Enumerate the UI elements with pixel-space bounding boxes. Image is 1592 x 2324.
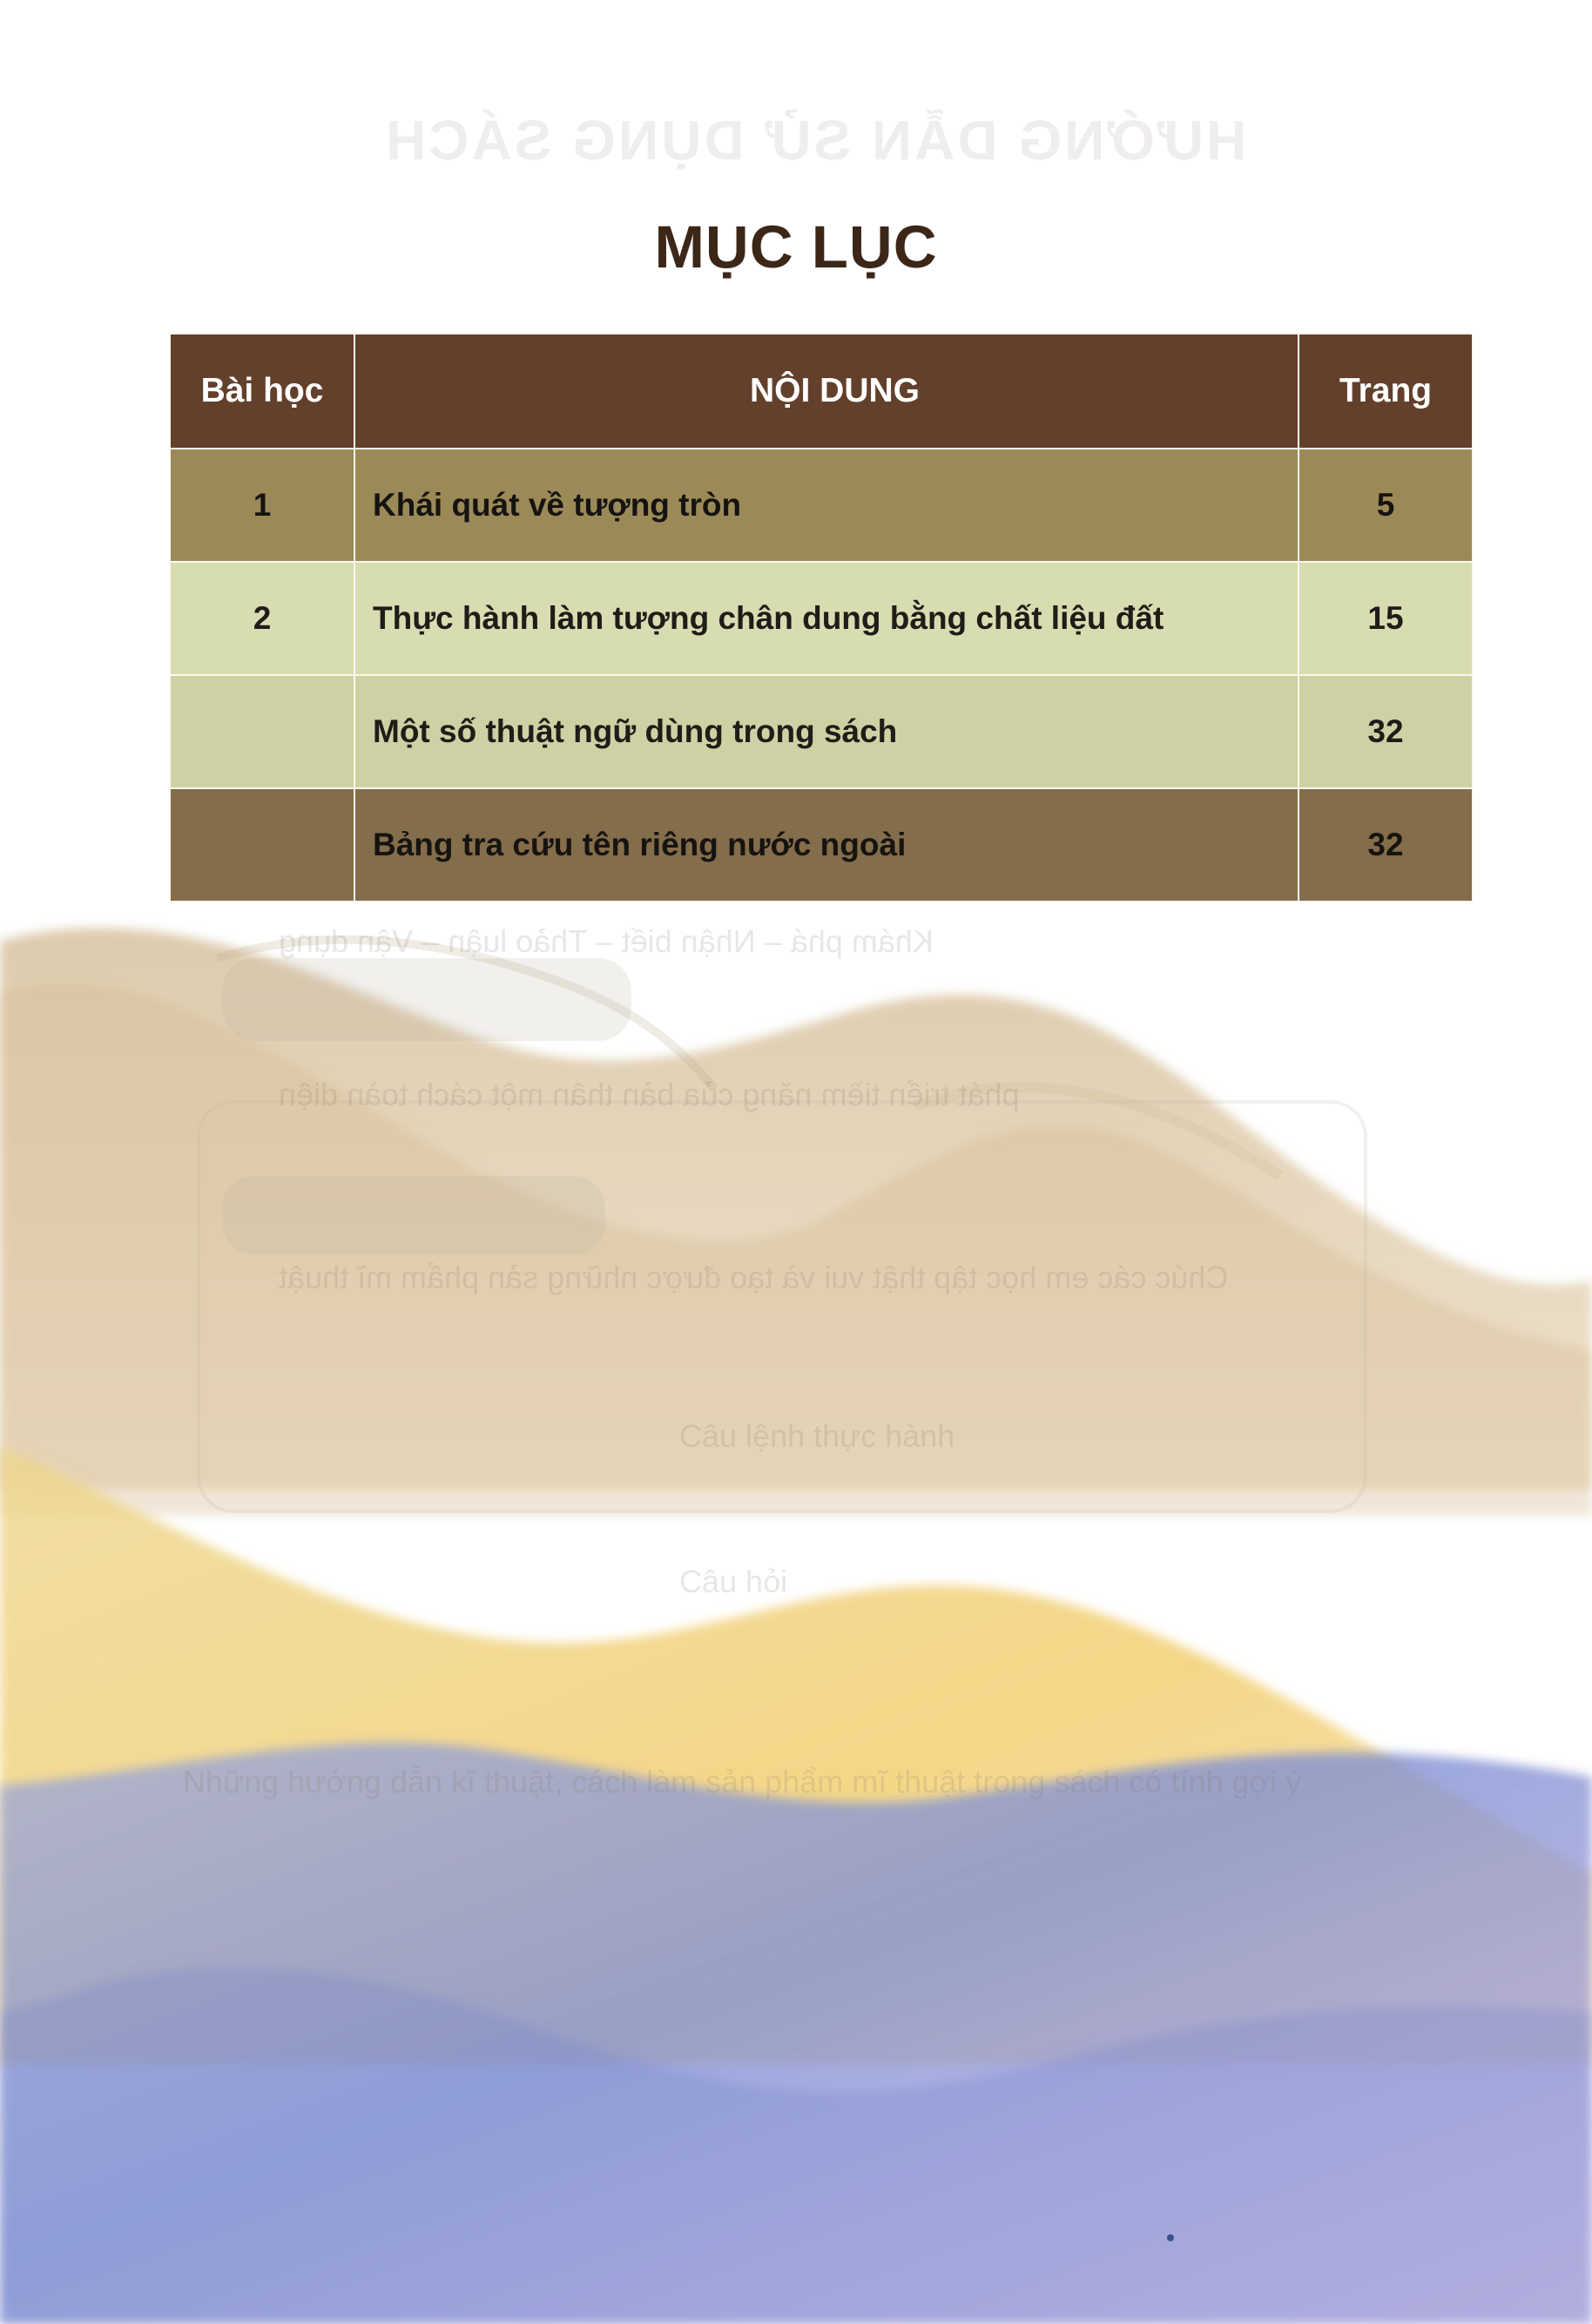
document-page: HƯỚNG DẪN SỬ DỤNG SÁCH Khám phá – Nhận biết – Thảo luận – Vận dụng phát triển tiềm năng của bản thân một cách toàn diện Chúc các em học tập thật vui và tạo được những sản phẩm mĩ thuật Câu lệnh thực hành Câu hỏi Những hướng dẫn kĩ thuật, cách làm sản phẩm mĩ thuật trong sách có tính gợi ý MỤC LỤC Bài học NỘI DUNG Trang 1 Khái quát về tượng tròn 5 2 Thực hành làm tượng chân dung bằng chất liệu đất 15 Một số thuật ngữ dùng trong sách 32 Bảng tra cứu tên riêng nước ngoài 32 [0, 0, 1592, 2324]
toc-header [170, 334, 1473, 449]
lesson-title: Khái quát về tượng tròn [354, 449, 1299, 562]
toc-row [170, 788, 1473, 902]
page-title: MỤC LỤC [654, 213, 938, 280]
paint-speck [1167, 2234, 1174, 2241]
toc-row [170, 449, 1473, 562]
toc-header-row [170, 334, 1473, 449]
lesson-title: Bảng tra cứu tên riêng nước ngoài [354, 788, 1299, 902]
page-number: 5 [1299, 449, 1473, 562]
toc-body [170, 449, 1473, 902]
page-number: 15 [1299, 562, 1473, 675]
lesson-number: 1 [170, 449, 354, 562]
page-number: 32 [1299, 788, 1473, 902]
content-column-header: NỘI DUNG [354, 334, 1299, 449]
lesson-number [170, 675, 354, 788]
table-of-contents [169, 333, 1474, 902]
toc-row [170, 675, 1473, 788]
lesson-title: Một số thuật ngữ dùng trong sách [354, 675, 1299, 788]
page-number: 32 [1299, 675, 1473, 788]
lesson-column-header: Bài học [170, 334, 354, 449]
bleedthrough-heading: HƯỚNG DẪN SỬ DỤNG SÁCH [383, 109, 1247, 172]
lesson-title: Thực hành làm tượng chân dung bằng chất liệu đất [354, 562, 1299, 675]
lesson-number: 2 [170, 562, 354, 675]
lesson-number [170, 788, 354, 902]
page-column-header: Trang [1299, 334, 1473, 449]
toc-row [170, 562, 1473, 675]
